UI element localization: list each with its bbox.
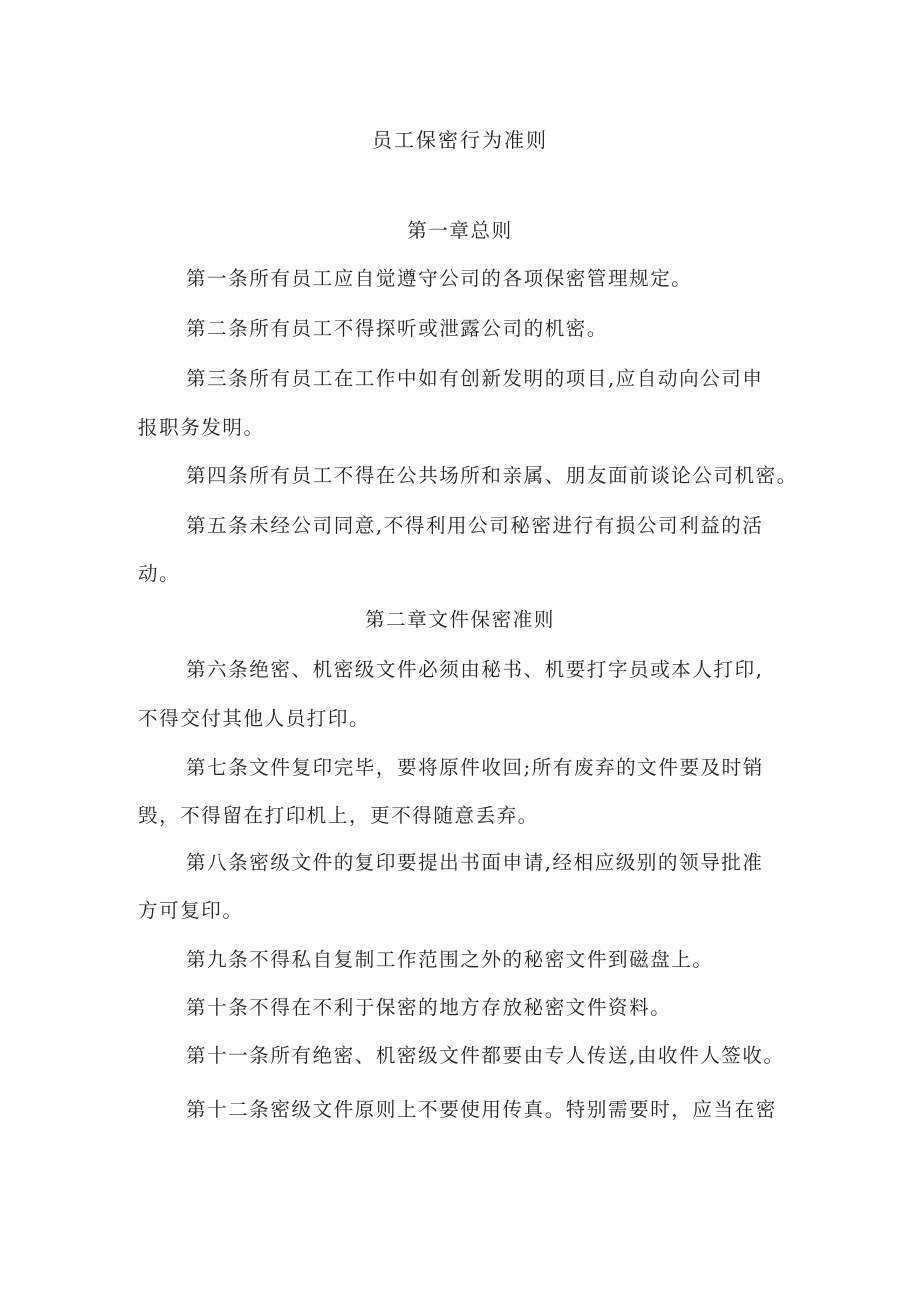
article-3-line-2: 报职务发明。	[138, 416, 265, 439]
article-7-line-2: 毁，不得留在打印机上，更不得随意丢弃。	[138, 804, 539, 827]
article-3-line-1: 第三条所有员工在工作中如有创新发明的项目,应自动向公司申	[186, 367, 764, 390]
article-1: 第一条所有员工应自觉遵守公司的各项保密管理规定。	[186, 267, 693, 290]
article-8-line-2: 方可复印。	[138, 899, 244, 922]
article-6-line-2: 不得交付其他人员打印。	[138, 707, 371, 730]
article-5-line-2: 动。	[138, 562, 181, 585]
article-4: 第四条所有员工不得在公共场所和亲属、朋友面前谈论公司机密。	[186, 464, 798, 487]
chapter-2-heading: 第二章文件保密准则	[365, 608, 555, 631]
article-7-line-1: 第七条文件复印完毕，要将原件收回;所有废弃的文件要及时销	[186, 756, 764, 779]
document-title: 员工保密行为准则	[372, 128, 548, 152]
article-2: 第二条所有员工不得探听或泄露公司的机密。	[186, 317, 609, 340]
article-5-line-1: 第五条未经公司同意,不得利用公司秘密进行有损公司利益的活	[186, 514, 764, 537]
article-12-line-1: 第十二条密级文件原则上不要使用传真。特别需要时，应当在密	[186, 1098, 777, 1121]
article-11: 第十一条所有绝密、机密级文件都要由专人传送,由收件人签收。	[186, 1044, 785, 1067]
article-8-line-1: 第八条密级文件的复印要提出书面申请,经相应级别的领导批准	[186, 851, 764, 874]
chapter-1-heading: 第一章总则	[407, 219, 513, 242]
article-9: 第九条不得私自复制工作范围之外的秘密文件到磁盘上。	[186, 948, 714, 971]
article-10: 第十条不得在不利于保密的地方存放秘密文件资料。	[186, 996, 672, 1019]
article-6-line-1: 第六条绝密、机密级文件必须由秘书、机要打字员或本人打印,	[186, 658, 764, 681]
